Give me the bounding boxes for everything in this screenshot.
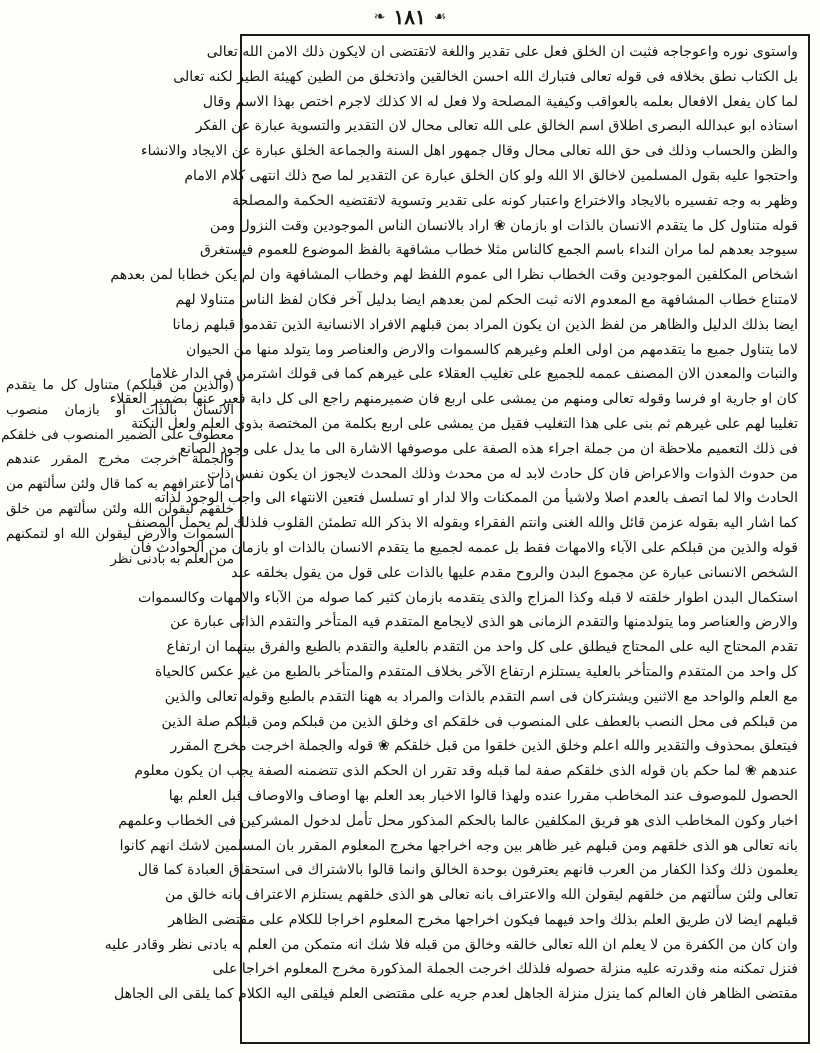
main-text-line: والظن والحساب وذلك فى حق الله تعالى محال وقال جمهور اهل السنة والجماعة الخلق عبارة عن الايجاد والانشاء: [141, 143, 798, 160]
main-text-line: ايضا بذلك الدليل والظاهر من لفظ الذين ان يكون المراد بمن قبلهم الافراد الانسانية الذين تقدموا قبلهم زمانا: [172, 316, 798, 333]
main-text-line: قوله متناول كل ما يتقدم الانسان بالذات او بازمان ❀ اراد بالانسان الناس الموجودين وقت النزول ومن: [209, 217, 798, 234]
main-text-line: لاما يتناول جميع ما يتقدمهم من اولى العلم وغيرهم كالسموات والارض والعناصر وما يتولد منها من الحيوان: [186, 341, 798, 358]
main-text-line: قبلهم ايضا لان طريق العلم بذلك واحد فيهما فيكون اخراجها مخرج المعلوم اخراجا للكلام على مقتضى الظاهر: [168, 911, 798, 928]
main-text-line: اخبار وكون المخاطب الذى هو فريق المكلفين عالما بالحكم المذكور محل تأمل لدخول المشركين فى الخطاب وعلمهم: [118, 812, 798, 829]
main-text-line: الشخص الانسانى عبارة عن مجموع البدن والروح مقدم عليها بالذات على قول من يقول بخلقه عند: [231, 564, 798, 581]
main-text-line: قوله والذين من قبلكم على الآباء والامهات فقط بل عممه لجميع ما يتقدم الانسان بالذات او بازمان من الحوادث فان: [130, 539, 798, 556]
main-text-line: استاذه ابو عبدالله البصرى اطلاق اسم الخالق على الله تعالى محال لان التقدير والتسوية عبارة عن الفكر: [195, 118, 798, 135]
main-text-line: لامتناع خطاب المشافهة مع المعدوم الانه ثبت الحكم لمن بعدهم ايضا بدليل آخر فكان لفظ الناس متناولا لهم: [175, 291, 798, 308]
margin-gloss: [1, 374, 234, 572]
main-text-line: بانه تعالى هو الذى خلقهم ومن قبلهم غير ظاهر بين وجه اخراجها مخرج المعلوم المقرر بان المسلمين لاشك انهم كانوا: [119, 837, 798, 854]
main-text-line: مع العلم والواحد مع الاثنين ويشتركان فى اسم التقدم بالذات والمراد به ههنا التقدم بالطبع وقوله تعالى والذين: [164, 688, 798, 705]
main-text-line: وظهر به وجه تفسيره بالايجاد والاختراع واعتبار كونه على تقدير وتسوية لاتقتضيه الحكمة والمصلحة: [232, 192, 798, 209]
main-text-line: فنزل تمكنه منه وقدرته عليه منزلة حصوله فلذلك اخرجت الجملة المذكورة مخرج المعلوم اخراجا على: [212, 961, 798, 978]
main-text-line: مقتضى الظاهر فان العالم كما ينزل منزلة الجاهل لعدم جريه على مقتضى العلم فيلقى اليه الكلام كما يلقى الى الجاهل: [113, 986, 798, 1003]
margin-gloss-line: الانسان بالذات او بازمان منصوب: [6, 402, 234, 418]
main-text-line: فى ذلك التعميم ملاحظة ان من جملة اجراء هذه الصفة على موصوفها الاشارة الى ما يدل على وجود الصانع: [179, 440, 798, 457]
margin-gloss-line: (والذين من قبلكم) متناول كل ما يتقدم: [6, 378, 234, 393]
main-text-line: وان كان من الكفرة من لا يعلم ان الله تعالى خالقه وخالق من قبله فلا شك انه متمكن من العلم به بادنى نظر وقادر عليه: [104, 936, 798, 953]
main-text-line: الحادث والا لما اتصف بالعدم اصلا ولاشيأ من الممكنات والا لدار او تسلسل فتعين الانتهاء الى واجب الوجود لذاته: [154, 490, 798, 507]
main-text-line: بل الكتاب نطق بخلافه فى قوله تعالى فتبارك الله احسن الخالقين واذتخلق من الطين كهيئة الطير لكنه تعالى: [173, 68, 798, 85]
main-text-line: والنبات والمعدن الان المصنف عممه للجميع على تغليب العقلاء على غيرهم كما فى قولك اشترمن فى الدار غلاما: [150, 366, 798, 383]
main-text-line: كل واحد من المتقدم والمتأخر بالعلية يستلزم ارتفاع الآخر بخلاف المتقدم والمتأخر بالطبع من غير عكس كالحياة: [155, 663, 798, 680]
margin-gloss-line: اما لاعترافهم به كما قال ولئن سألتهم من: [6, 477, 234, 493]
main-text-line: تقدم المحتاج اليه على المحتاج فيطلق على كل واحد من التقدم بالعلية والتقدم بالطبع والفرق بينهما ان ارتفاع: [166, 639, 798, 656]
ornament-left-icon: ❧: [373, 9, 386, 25]
main-text-line: من قبلكم فى محل النصب بالعطف على المنصوب فى خلقكم اى وخلق الذين من قبلكم ومن قبلكم صلة الذين: [161, 713, 798, 730]
main-text-line: سيوجد بعدهم لما مران النداء باسم الجمع كالناس مثلا خطاب مشافهة بالفظ الموضوع للعموم فيستغرق: [199, 242, 798, 259]
main-text-line: استكمال البدن اطوار خلقته لا قبله وكذا المزاج والذى يتقدمه بازمان كثير كما صوله من الآباء والامهات وكالسموات: [138, 589, 798, 606]
ornament-right-icon: ☙: [433, 9, 447, 25]
main-text-line: من حدوث الذوات والاعراض فان كل حادث لابد له من محدث وذلك المحدث لايجوز ان يكون نفس ذات: [207, 465, 798, 482]
main-text-line: عندهم ❀ لما حكم بان قوله الذى خلقكم صفة لما قبله وقد تقرر ان الحكم الذى تتضمنه الصفة يجب ان يكون معلوم: [134, 763, 798, 780]
main-text-line: والارض والعناصر وما يتولدمنها والتقدم الزمانى هو الذى لايجامع المتقدم فيه المتأخر والتقدم الذاتى عبارة عن: [170, 614, 798, 631]
main-text-line: فيتعلق بمحذوف والتقدير والله اعلم وخلق الذين خلقوا من قبل خلقكم ❀ قوله والجملة اخرجت مخرج المقرر: [170, 738, 798, 755]
main-text-line: يعلمون ذلك وكذا الكفار من العرب فانهم يعترفون بوحدة الخالق وانما قالوا بالاشتراك فى استحقاق العبادة كما قال: [137, 862, 798, 879]
page-header: [0, 4, 820, 30]
main-text-line: واحتجوا عليه بقول المسلمين لاخالق الا الله ولو كان الخلق عبارة عن التقدير لما صح ذلك انتهى كلام الامام: [184, 167, 798, 184]
margin-gloss-line: خلقهم ليقولن الله ولئن سألتهم من خلق: [6, 501, 234, 517]
main-text-line: كما اشار اليه بقوله عزمن قائل والله الغنى وانتم الفقراء وبقوله الا بذكر الله تطمئن القلوب فلذلك لم يحمل المصنف: [127, 515, 798, 532]
main-text-line: الحصول للموصوف عند المخاطب مقررا عنده ولهذا قالوا الاخبار بعد العلم بها اوصاف والاوصاف قبل العلم بها: [168, 787, 798, 804]
margin-gloss-line: معطوف على الضمير المنصوب فى خلقكم: [1, 427, 234, 443]
main-text-line: تعالى ولئن سألتهم من خلقهم ليقولن الله والاعتراف بانه تعالى هو الذى خلقهم يستلزم الاعتراف بانه خالق من: [165, 887, 798, 904]
page-number: ١٨١: [393, 5, 426, 29]
main-text-line: واستوى نوره واعوجاجه فثبت ان الخلق فعل على تقدير واللغة لاتقتضى ان لايكون ذلك الامن الله تعالى: [206, 44, 798, 60]
margin-gloss-line: من العلم به بادنى نظر: [110, 551, 234, 567]
main-text-line: تغليبا لهم على غيرهم ثم بنى على هذا التغليب فقيل من يمشى على اربع بكلمة من المختصة بذوى العلم ولعل النكتة: [131, 415, 798, 432]
main-text-line: لما كان يفعل الافعال بعلمه بالعواقب وكيفية المصلحة ولا فعل له الا كذلك لاجرم اختص بهذا الاسم وقال: [202, 93, 798, 110]
main-text-line: كان او جارية او فرسا وقوله تعالى ومنهم من يمشى على اربع فان ضميرمنهم راجع الى كل دابة فعبر عنها بضمير العقلاء: [109, 391, 798, 408]
main-text-line: اشخاص المكلفين الموجودين وقت الخطاب نظرا الى عموم اللفظ لهم وخطاب المشافهة وان لم يكن خطابا لمن بعدهم: [110, 267, 798, 284]
margin-gloss-line: والجملة اخرجت مخرج المقرر عندهم: [6, 452, 234, 468]
margin-gloss-line: السموات والارض ليقولن الله او لتمكنهم: [6, 526, 234, 542]
